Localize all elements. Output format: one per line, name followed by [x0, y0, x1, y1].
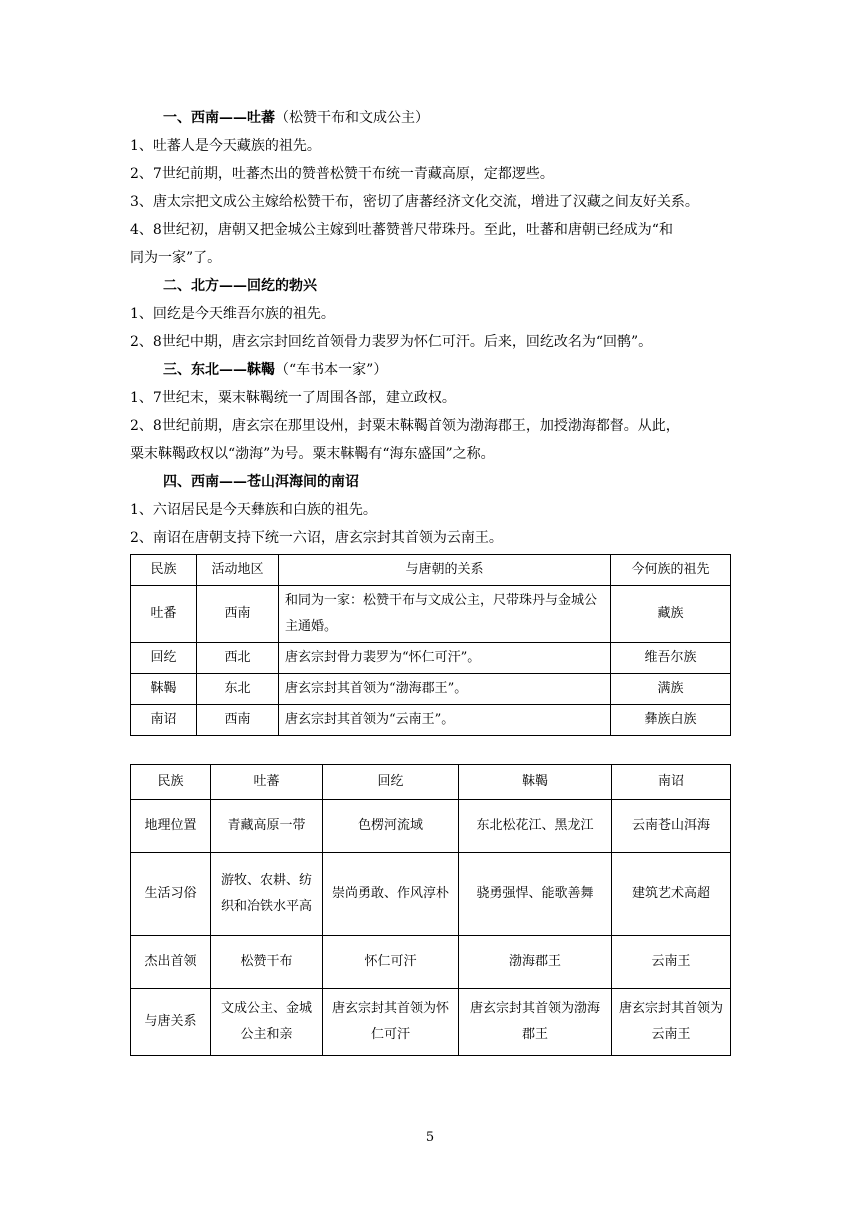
- row-label-cell: 与唐关系: [131, 989, 211, 1056]
- paragraph: 同为一家”了。: [130, 250, 222, 266]
- section-note: （“车书本一家”）: [275, 362, 388, 378]
- section-title: 二、北方——回纥的勃兴: [163, 278, 317, 294]
- section-heading-mohe: [130, 356, 730, 384]
- row-label-cell: 地理位置: [131, 800, 211, 853]
- table-cell: 维吾尔族: [611, 643, 731, 674]
- table-row: [131, 674, 731, 705]
- table-row: [131, 705, 731, 736]
- table-cell: 骁勇强悍、能歌善舞: [459, 853, 612, 936]
- table-cell: 南诏: [131, 705, 197, 736]
- paragraph: 粟末靺鞨政权以“渤海”为号。粟末靺鞨有“海东盛国”之称。: [130, 446, 495, 462]
- paragraph: 1、吐蕃人是今天藏族的祖先。: [130, 138, 321, 154]
- paragraph: 4、8世纪初，唐朝又把金城公主嫁到吐蕃赞普尺带珠丹。至此，吐蕃和唐朝已经成为“和: [130, 222, 673, 238]
- table-header-cell: 与唐朝的关系: [279, 555, 611, 586]
- table-cell: 靺鞨: [131, 674, 197, 705]
- section-title: 三、东北——靺鞨: [163, 362, 275, 378]
- table-header-cell: 吐蕃: [211, 765, 323, 800]
- table-row: [131, 936, 731, 989]
- row-label-cell: 生活习俗: [131, 853, 211, 936]
- section-heading-huihe: [130, 272, 730, 300]
- table-cell: 唐玄宗封其首领为“云南王”。: [279, 705, 611, 736]
- table-row: [131, 643, 731, 674]
- section-title: 四、西南——苍山洱海间的南诏: [163, 474, 359, 490]
- ethnic-comparison-table: [130, 764, 731, 1056]
- paragraph: 2、南诏在唐朝支持下统一六诏，唐玄宗封其首领为云南王。: [130, 530, 503, 546]
- table-cell: 青藏高原一带: [211, 800, 323, 853]
- table-cell: 西北: [197, 643, 279, 674]
- table-cell: 东北: [197, 674, 279, 705]
- table-row: [131, 586, 731, 643]
- table-header-cell: 今何族的祖先: [611, 555, 731, 586]
- table-row: [131, 800, 731, 853]
- table-cell: 彝族白族: [611, 705, 731, 736]
- table-cell: 文成公主、金城公主和亲: [211, 989, 323, 1056]
- table-cell: 色楞河流域: [323, 800, 459, 853]
- table-header-cell: 回纥: [323, 765, 459, 800]
- table-row: [131, 989, 731, 1056]
- table-cell: 唐玄宗封其首领为“渤海郡王”。: [279, 674, 611, 705]
- table-header-cell: 活动地区: [197, 555, 279, 586]
- table-cell: 吐番: [131, 586, 197, 643]
- table-header-row: [131, 555, 731, 586]
- table-cell: 云南王: [612, 936, 731, 989]
- table-cell: 游牧、农耕、纺织和冶铁水平高: [211, 853, 323, 936]
- table-cell: 崇尚勇敢、作风淳朴: [323, 853, 459, 936]
- paragraph: 2、8世纪前期，唐玄宗在那里设州，封粟末靺鞨首领为渤海郡王，加授渤海都督。从此，: [130, 418, 680, 434]
- row-label-cell: 杰出首领: [131, 936, 211, 989]
- table-cell: 西南: [197, 586, 279, 643]
- paragraph: 1、7世纪末，粟末靺鞨统一了周围各部，建立政权。: [130, 390, 456, 406]
- paragraph: 1、回纥是今天维吾尔族的祖先。: [130, 306, 335, 322]
- table-cell: 回纥: [131, 643, 197, 674]
- page-content: [130, 104, 730, 1056]
- table-cell: 云南苍山洱海: [612, 800, 731, 853]
- table-header-cell: 靺鞨: [459, 765, 612, 800]
- paragraph: 3、唐太宗把文成公主嫁给松赞干布，密切了唐蕃经济文化交流，增进了汉藏之间友好关系。: [130, 194, 699, 210]
- table-header-cell: 民族: [131, 765, 211, 800]
- section-note: （松赞干布和文成公主）: [275, 110, 429, 126]
- table-row: [131, 853, 731, 936]
- ethnic-relations-table: [130, 554, 731, 736]
- table-cell: 藏族: [611, 586, 731, 643]
- table-header-row: [131, 765, 731, 800]
- paragraph: 1、六诏居民是今天彝族和白族的祖先。: [130, 502, 377, 518]
- table-cell: 建筑艺术高超: [612, 853, 731, 936]
- table-cell: 唐玄宗封其首领为云南王: [612, 989, 731, 1056]
- table-cell: 渤海郡王: [459, 936, 612, 989]
- paragraph: 2、8世纪中期，唐玄宗封回纥首领骨力裴罗为怀仁可汗。后来，回纥改名为“回鹘”。: [130, 334, 653, 350]
- section-heading-tubo: [130, 104, 730, 132]
- section-heading-nanzhao: [130, 468, 730, 496]
- table-header-cell: 民族: [131, 555, 197, 586]
- table-cell: 唐玄宗封其首领为渤海郡王: [459, 989, 612, 1056]
- paragraph: 2、7世纪前期，吐蕃杰出的赞普松赞干布统一青藏高原，定都逻些。: [130, 166, 554, 182]
- table-cell: 西南: [197, 705, 279, 736]
- table-cell: 松赞干布: [211, 936, 323, 989]
- table-cell: 东北松花江、黑龙江: [459, 800, 612, 853]
- page-number: 5: [425, 1130, 435, 1145]
- table-header-cell: 南诏: [612, 765, 731, 800]
- table-cell: 和同为一家：松赞干布与文成公主，尺带珠丹与金城公主通婚。: [279, 586, 611, 643]
- table-cell: 满族: [611, 674, 731, 705]
- section-title: 一、西南——吐蕃: [163, 110, 275, 126]
- table-cell: 怀仁可汗: [323, 936, 459, 989]
- table-cell: 唐玄宗封其首领为怀仁可汗: [323, 989, 459, 1056]
- table-cell: 唐玄宗封骨力裴罗为“怀仁可汗”。: [279, 643, 611, 674]
